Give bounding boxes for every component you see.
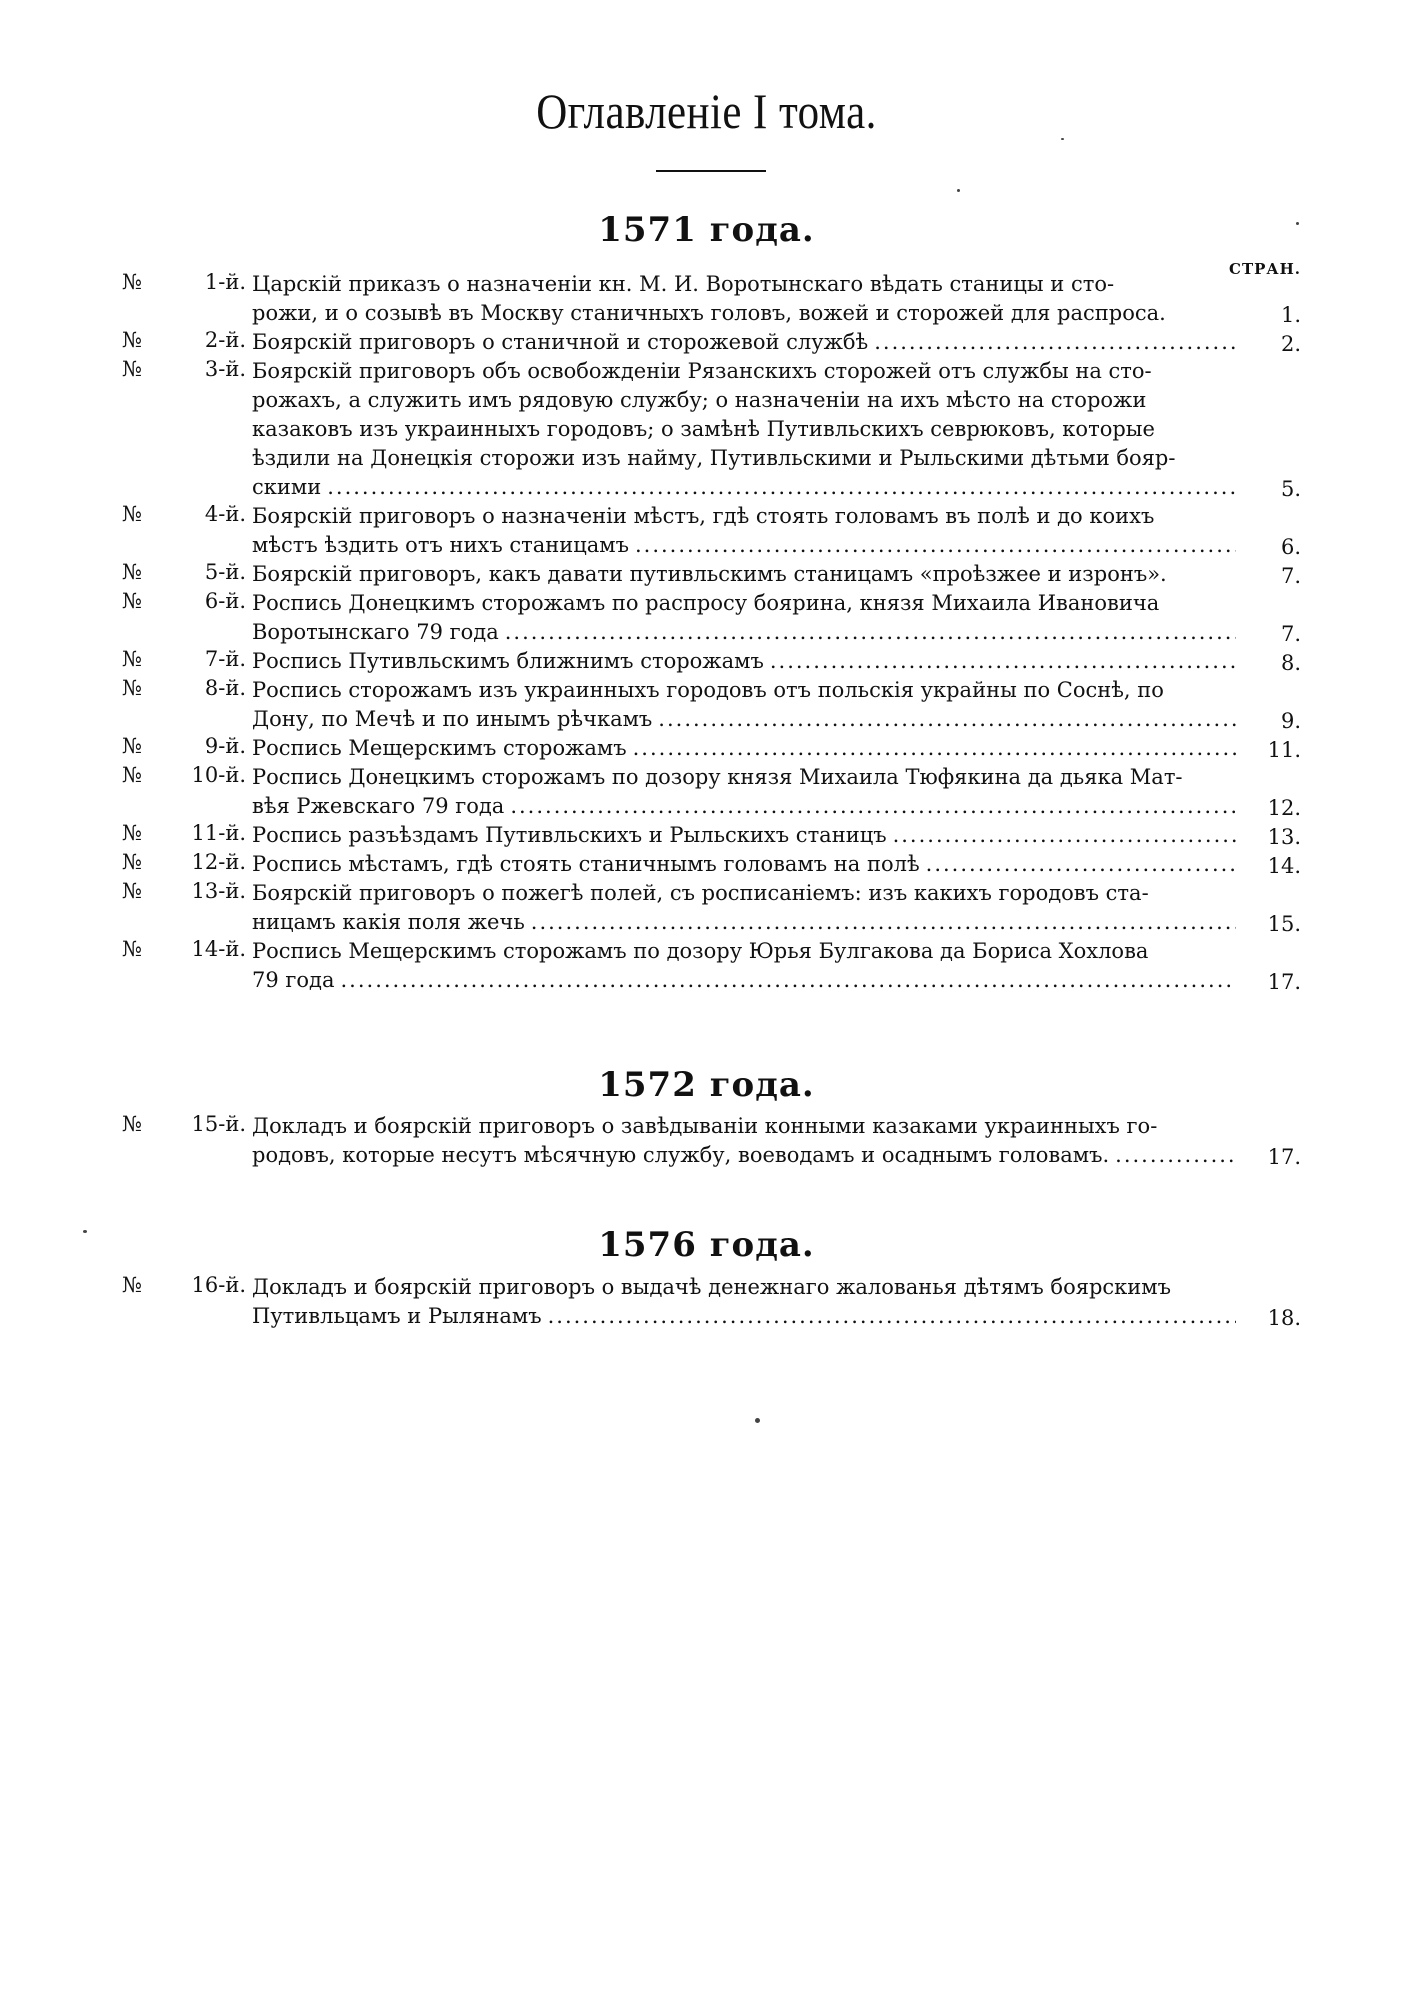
- entry-title-text: Боярскій приговоръ о назначеніи мѣстъ, гдѣ стоять головамъ въ полѣ и до коихъ: [252, 504, 1155, 528]
- page-number: 5.: [1280, 477, 1301, 501]
- entry-title-text: 79 года: [252, 968, 335, 992]
- entry-title: [252, 763, 1242, 821]
- entry-title-line: [252, 473, 1242, 502]
- entry-title-line: [252, 1273, 1242, 1302]
- toc-entry[interactable]: [0, 879, 1413, 937]
- number-sign: №: [122, 763, 142, 787]
- toc-entry[interactable]: [0, 763, 1413, 821]
- page-number: 11.: [1267, 738, 1301, 762]
- number-sign: №: [122, 647, 142, 671]
- number-sign: №: [122, 328, 142, 352]
- year-heading: 1571 года.: [598, 210, 815, 250]
- entry-title-text: вѣя Ржевскаго 79 года: [252, 794, 505, 818]
- toc-entry[interactable]: [0, 647, 1413, 676]
- number-sign: №: [122, 850, 142, 874]
- page-number: 9.: [1280, 709, 1301, 733]
- entry-title-text: Боярскій приговоръ, какъ давати путивльскимъ станицамъ «проѣзжее и изронъ».: [252, 562, 1167, 586]
- title-divider: [656, 170, 766, 172]
- dot-leader: [531, 908, 1236, 937]
- toc-entry[interactable]: [0, 328, 1413, 357]
- entry-title-text: Докладъ и боярскій приговоръ о выдачѣ денежнаго жалованья дѣтямъ боярскимъ: [252, 1275, 1171, 1299]
- entry-title-text: Воротынскаго 79 года: [252, 620, 499, 644]
- entry-title: [252, 357, 1242, 502]
- entry-title-line: [252, 386, 1242, 415]
- entry-title-line: [252, 908, 1242, 937]
- toc-entry[interactable]: [0, 589, 1413, 647]
- entry-number: 16-й.: [191, 1273, 246, 1297]
- toc-entry[interactable]: [0, 502, 1413, 560]
- entry-title-text: Роспись Донецкимъ сторожамъ по распросу боярина, князя Михаила Ивановича: [252, 591, 1160, 615]
- dot-leader: [510, 792, 1236, 821]
- toc-entry[interactable]: [0, 270, 1413, 328]
- entry-number: 13-й.: [191, 879, 246, 903]
- entry-title-text: Боярскій приговоръ объ освобожденіи Рязанскихъ сторожей отъ службы на сто-: [252, 359, 1152, 383]
- entry-title-text: Роспись Донецкимъ сторожамъ по дозору князя Михаила Тюфякина да дьяка Мат-: [252, 765, 1183, 789]
- entry-title-line: [252, 966, 1242, 995]
- entry-title-text: Роспись мѣстамъ, гдѣ стоять станичнымъ головамъ на полѣ: [252, 852, 920, 876]
- entry-title-line: [252, 531, 1242, 560]
- dot-leader: [548, 1302, 1236, 1331]
- entry-title-line: [252, 502, 1242, 531]
- entry-title: [252, 676, 1242, 734]
- scan-speck: [755, 1418, 760, 1423]
- page-column-header: СТРАН.: [1229, 260, 1301, 278]
- page-number: 15.: [1267, 912, 1301, 936]
- dot-leader: [341, 966, 1237, 995]
- entry-title-text: родовъ, которые несутъ мѣсячную службу, воеводамъ и осаднымъ головамъ.: [252, 1143, 1110, 1167]
- toc-entry[interactable]: [0, 937, 1413, 995]
- page-number: 14.: [1267, 854, 1301, 878]
- toc-entry[interactable]: [0, 357, 1413, 502]
- entry-number: 9-й.: [204, 734, 246, 758]
- entry-title-text: Роспись Путивльскимъ ближнимъ сторожамъ: [252, 649, 764, 673]
- entry-title: [252, 328, 1242, 357]
- entry-title-line: [252, 850, 1242, 879]
- entry-title-text: Боярскій приговоръ о пожегѣ полей, съ росписаніемъ: изъ какихъ городовъ ста-: [252, 881, 1149, 905]
- entry-title-line: [252, 444, 1242, 473]
- entry-title-text: Путивльцамъ и Рылянамъ: [252, 1304, 542, 1328]
- page-number: 17.: [1267, 970, 1301, 994]
- toc-entry-list: [0, 1273, 1413, 1331]
- page-number: 18.: [1267, 1306, 1301, 1330]
- number-sign: №: [122, 357, 142, 381]
- entry-title-text: Роспись сторожамъ изъ украинныхъ городовъ отъ польскія украйны по Соснѣ, по: [252, 678, 1164, 702]
- toc-entry[interactable]: [0, 821, 1413, 850]
- entry-title-text: Царскій приказъ о назначеніи кн. М. И. Воротынскаго вѣдать станицы и сто-: [252, 272, 1115, 296]
- entry-title: [252, 821, 1242, 850]
- toc-entry[interactable]: [0, 676, 1413, 734]
- page-number: 13.: [1267, 825, 1301, 849]
- page-number: 6.: [1280, 535, 1301, 559]
- entry-title-text: скими: [252, 475, 322, 499]
- entry-title: [252, 1273, 1242, 1331]
- entry-title-line: [252, 415, 1242, 444]
- entry-title-text: Роспись Мещерскимъ сторожамъ по дозору Юрья Булгакова да Бориса Хохлова: [252, 939, 1149, 963]
- entry-title-text: Роспись разъѣздамъ Путивльскихъ и Рыльскихъ станицъ: [252, 823, 887, 847]
- entry-title-text: Роспись Мещерскимъ сторожамъ: [252, 736, 627, 760]
- dot-leader: [635, 531, 1236, 560]
- entry-title-text: Боярскій приговоръ о станичной и сторожевой службѣ: [252, 330, 869, 354]
- dot-leader: [505, 618, 1236, 647]
- year-heading: 1572 года.: [598, 1065, 815, 1105]
- entry-title-line: [252, 676, 1242, 705]
- entry-title-text: Докладъ и боярскій приговоръ о завѣдываніи конными казаками украинныхъ го-: [252, 1114, 1158, 1138]
- toc-entry[interactable]: [0, 850, 1413, 879]
- entry-title-line: [252, 879, 1242, 908]
- number-sign: №: [122, 937, 142, 961]
- number-sign: №: [122, 589, 142, 613]
- page-number: 12.: [1267, 796, 1301, 820]
- scan-speck: [1061, 138, 1064, 140]
- page-number: 7.: [1280, 622, 1301, 646]
- entry-number: 8-й.: [204, 676, 246, 700]
- entry-title-text: мѣстъ ѣздить отъ нихъ станицамъ: [252, 533, 629, 557]
- entry-title: [252, 879, 1242, 937]
- entry-title: [252, 589, 1242, 647]
- toc-entry-list: [0, 1112, 1413, 1170]
- entry-title-line: [252, 792, 1242, 821]
- entry-title-line: [252, 270, 1242, 299]
- entry-number: 3-й.: [204, 357, 246, 381]
- entry-number: 12-й.: [191, 850, 246, 874]
- toc-entry[interactable]: [0, 560, 1413, 589]
- dot-leader: [926, 850, 1236, 879]
- dot-leader: [1115, 1141, 1236, 1170]
- entry-number: 15-й.: [191, 1112, 246, 1136]
- entry-title-text: казаковъ изъ украинныхъ городовъ; о замѣнѣ Путивльскихъ севрюковъ, которые: [252, 417, 1155, 441]
- number-sign: №: [122, 676, 142, 700]
- entry-title-line: [252, 821, 1242, 850]
- page-number: 2.: [1280, 332, 1301, 356]
- entry-title-text: ѣздили на Донецкія сторожи изъ найму, Путивльскими и Рыльскими дѣтьми бояр-: [252, 446, 1176, 470]
- entry-title-text: рожахъ, а служить имъ рядовую службу; о назначеніи на ихъ мѣсто на сторожи: [252, 388, 1147, 412]
- entry-title-line: [252, 937, 1242, 966]
- dot-leader: [874, 328, 1236, 357]
- entry-number: 11-й.: [191, 821, 246, 845]
- entry-number: 14-й.: [191, 937, 246, 961]
- entry-title-line: [252, 734, 1242, 763]
- entry-title-line: [252, 763, 1242, 792]
- entry-title-line: [252, 357, 1242, 386]
- number-sign: №: [122, 879, 142, 903]
- scan-speck: [957, 189, 960, 192]
- entry-title-text: ницамъ какія поля жечь: [252, 910, 525, 934]
- entry-title: [252, 1112, 1242, 1170]
- scan-speck: [83, 1230, 87, 1233]
- dot-leader: [770, 647, 1236, 676]
- dot-leader: [633, 734, 1236, 763]
- number-sign: №: [122, 560, 142, 584]
- number-sign: №: [122, 1112, 142, 1136]
- entry-title-text: рожи, и о созывѣ въ Москву станичныхъ головъ, вожей и сторожей для распроса.: [252, 301, 1166, 325]
- entry-number: 6-й.: [204, 589, 246, 613]
- entry-title-line: [252, 299, 1242, 328]
- scan-speck: [1296, 222, 1299, 225]
- entry-title: [252, 560, 1242, 589]
- number-sign: №: [122, 502, 142, 526]
- entry-title-line: [252, 705, 1242, 734]
- entry-title-line: [252, 1302, 1242, 1331]
- entry-title-line: [252, 1112, 1242, 1141]
- entry-title: [252, 734, 1242, 763]
- entry-number: 2-й.: [204, 328, 246, 352]
- toc-entry[interactable]: [0, 1273, 1413, 1331]
- number-sign: №: [122, 821, 142, 845]
- entry-title-line: [252, 560, 1242, 589]
- toc-entry[interactable]: [0, 734, 1413, 763]
- toc-entry[interactable]: [0, 1112, 1413, 1170]
- entry-title-line: [252, 328, 1242, 357]
- entry-number: 1-й.: [204, 270, 246, 294]
- number-sign: №: [122, 1273, 142, 1297]
- entry-title: [252, 937, 1242, 995]
- toc-entry-list: [0, 270, 1413, 995]
- entry-title-line: [252, 589, 1242, 618]
- entry-title: [252, 502, 1242, 560]
- entry-number: 10-й.: [191, 763, 246, 787]
- number-sign: №: [122, 734, 142, 758]
- page-number: 17.: [1267, 1145, 1301, 1169]
- number-sign: №: [122, 270, 142, 294]
- year-heading: 1576 года.: [598, 1225, 815, 1265]
- page-number: 7.: [1280, 564, 1301, 588]
- dot-leader: [327, 473, 1236, 502]
- entry-title-line: [252, 647, 1242, 676]
- entry-title: [252, 270, 1242, 328]
- entry-title-line: [252, 1141, 1242, 1170]
- page-number: 1.: [1280, 303, 1301, 327]
- dot-leader: [658, 705, 1236, 734]
- entry-title-line: [252, 618, 1242, 647]
- page-number: 8.: [1280, 651, 1301, 675]
- entry-number: 5-й.: [204, 560, 246, 584]
- page-title: Оглавленіе I тома.: [536, 83, 877, 139]
- dot-leader: [893, 821, 1236, 850]
- entry-title-text: Дону, по Мечѣ и по инымъ рѣчкамъ: [252, 707, 653, 731]
- entry-number: 4-й.: [204, 502, 246, 526]
- entry-number: 7-й.: [204, 647, 246, 671]
- entry-title: [252, 850, 1242, 879]
- entry-title: [252, 647, 1242, 676]
